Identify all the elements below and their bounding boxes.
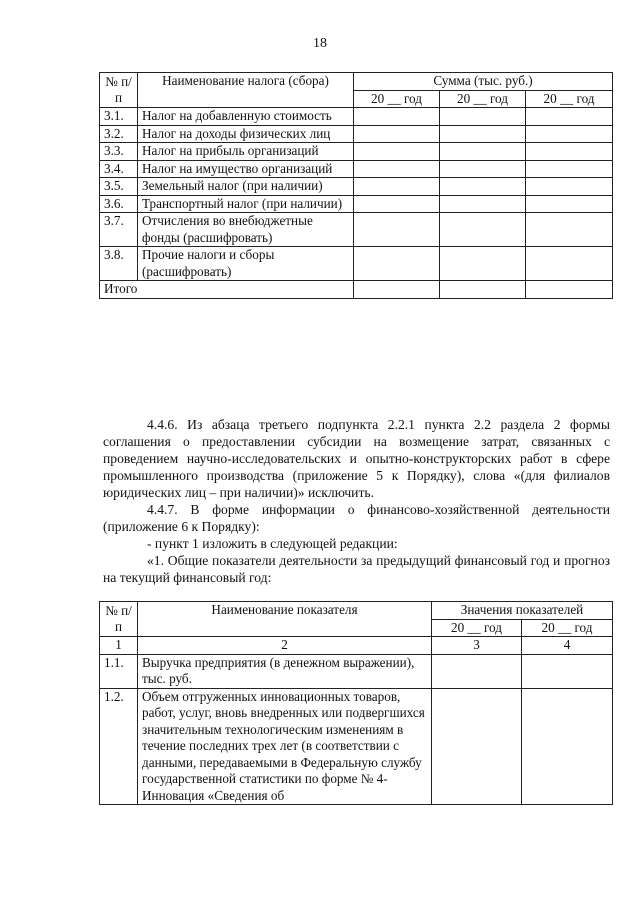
row-name: Выручка предприятия (в денежном выражении), тыс. руб. <box>138 654 432 688</box>
row-name: Налог на доходы физических лиц <box>138 125 354 143</box>
row-num: 3.3. <box>100 143 138 161</box>
total-label: Итого <box>100 281 354 299</box>
row-num: 3.2. <box>100 125 138 143</box>
paragraph-4-4-7: 4.4.7. В форме информации о финансово-хозяйственной деятельности (приложение 6 к Порядку): <box>103 502 610 534</box>
cell <box>354 213 440 247</box>
indicator-table <box>99 601 613 805</box>
indicator-header-values: Значения показателей <box>432 602 613 620</box>
indicator-header-name: Наименование показателя <box>138 602 432 637</box>
cell <box>440 281 526 299</box>
row-num: 3.6. <box>100 195 138 213</box>
cell <box>522 688 613 805</box>
column-number: 4 <box>522 637 613 655</box>
row-num: 3.4. <box>100 160 138 178</box>
cell <box>526 213 613 247</box>
cell <box>440 125 526 143</box>
tax-header-name: Наименование налога (сбора) <box>138 73 354 108</box>
cell <box>354 125 440 143</box>
cell <box>354 281 440 299</box>
column-number: 1 <box>100 637 138 655</box>
column-number: 2 <box>138 637 432 655</box>
page-number: 18 <box>313 36 327 51</box>
indicator-header-num: № п/п <box>100 602 138 637</box>
cell <box>526 108 613 126</box>
cell <box>354 160 440 178</box>
cell <box>354 195 440 213</box>
table-row <box>100 143 613 161</box>
cell <box>432 688 522 805</box>
indicator-header-row <box>100 602 613 620</box>
column-number: 3 <box>432 637 522 655</box>
row-name: Налог на добавленную стоимость <box>138 108 354 126</box>
row-name: Налог на прибыль организаций <box>138 143 354 161</box>
column-number-row <box>100 637 613 655</box>
row-name: Объем отгруженных инновационных товаров, работ, услуг, вновь внедренных или подвергшихся значительным технологическим изменениям в течение последних трех лет (в соответствии с данными, передаваемыми в Федеральную службу государственной статистики по форме № 4-Инновация «Сведения об <box>138 688 432 805</box>
tax-header-year: 20 __ год <box>440 90 526 108</box>
table-row <box>100 178 613 196</box>
table-row <box>100 125 613 143</box>
tax-header-year: 20 __ год <box>526 90 613 108</box>
cell <box>354 108 440 126</box>
row-name: Прочие налоги и сборы (расшифровать) <box>138 247 354 281</box>
cell <box>526 143 613 161</box>
table-row <box>100 160 613 178</box>
row-name: Земельный налог (при наличии) <box>138 178 354 196</box>
cell <box>522 654 613 688</box>
cell <box>526 160 613 178</box>
cell <box>432 654 522 688</box>
row-num: 3.5. <box>100 178 138 196</box>
cell <box>440 160 526 178</box>
table-row <box>100 108 613 126</box>
cell <box>440 108 526 126</box>
cell <box>354 143 440 161</box>
cell <box>526 281 613 299</box>
row-name: Отчисления во внебюджетные фонды (расшифровать) <box>138 213 354 247</box>
cell <box>440 195 526 213</box>
paragraph-item-1: - пункт 1 изложить в следующей редакции: <box>147 536 398 551</box>
cell <box>354 247 440 281</box>
body-text <box>103 416 610 586</box>
row-num: 3.7. <box>100 213 138 247</box>
cell <box>440 213 526 247</box>
tax-header-num: № п/п <box>100 73 138 108</box>
tax-header-year: 20 __ год <box>354 90 440 108</box>
cell <box>526 195 613 213</box>
cell <box>526 178 613 196</box>
row-name: Налог на имущество организаций <box>138 160 354 178</box>
cell <box>526 247 613 281</box>
table-row <box>100 688 613 805</box>
table-row <box>100 247 613 281</box>
cell <box>526 125 613 143</box>
paragraph-4-4-6: 4.4.6. Из абзаца третьего подпункта 2.2.1 пункта 2.2 раздела 2 формы соглашения о предоставлении субсидии на возмещение затрат, связанных с проведением научно-исследовательских и опытно-конструкторских работ в сфере промышленного производства (приложение 5 к Порядку), слова «(для филиалов юридических лиц – при наличии)» исключить. <box>103 417 610 500</box>
table-row <box>100 195 613 213</box>
row-num: 3.1. <box>100 108 138 126</box>
tax-table-header-row <box>100 73 613 91</box>
tax-header-sum: Сумма (тыс. руб.) <box>354 73 613 91</box>
row-num: 1.1. <box>100 654 138 688</box>
table-row <box>100 654 613 688</box>
total-row <box>100 281 613 299</box>
row-num: 3.8. <box>100 247 138 281</box>
row-name: Транспортный налог (при наличии) <box>138 195 354 213</box>
cell <box>440 178 526 196</box>
tax-table <box>99 72 613 299</box>
indicator-header-year: 20 __ год <box>522 619 613 637</box>
row-num: 1.2. <box>100 688 138 805</box>
paragraph-general-indicators: «1. Общие показатели деятельности за предыдущий финансовый год и прогноз на текущий финансовый год: <box>103 553 610 585</box>
cell <box>440 143 526 161</box>
table-row <box>100 213 613 247</box>
indicator-header-year: 20 __ год <box>432 619 522 637</box>
cell <box>354 178 440 196</box>
cell <box>440 247 526 281</box>
